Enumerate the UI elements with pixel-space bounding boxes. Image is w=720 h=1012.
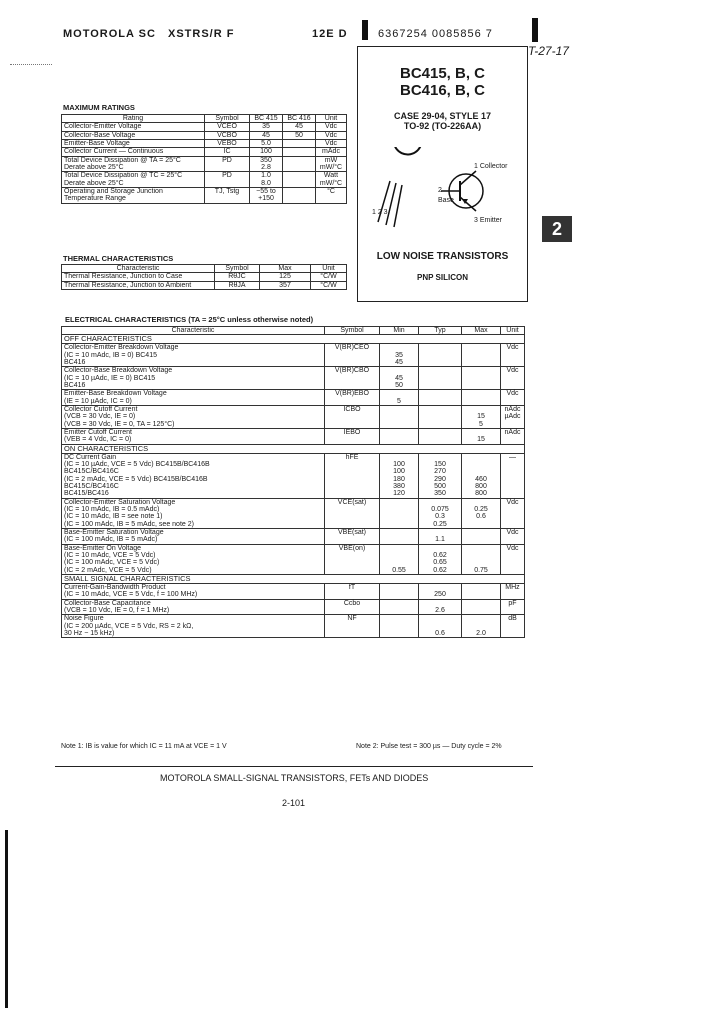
section-header-row [62,335,525,344]
bc415-cell: 350 2.8 [250,156,283,172]
rating-cell: Collector-Base Voltage [62,131,205,139]
symbol-cell: IC [205,148,250,156]
max-cell: 125 [260,273,311,281]
table-row [62,615,525,638]
rating-cell: Collector Current — Continuous [62,148,205,156]
note-1: Note 1: IB is value for which IC = 11 mA at VCE = 1 V [61,743,227,750]
symbol-cell: VCBO [205,131,250,139]
symbol-cell: VBE(on) [325,544,380,574]
section-header-row [62,575,525,584]
bc416-cell [283,172,316,188]
characteristic-cell: Collector-Base Capacitance (VCB = 10 Vdc, IE = 0, f = 1 MHz) [62,599,325,615]
min-cell: 5 [380,390,419,406]
max-cell [462,367,501,390]
symbol-cell: VEBO [205,140,250,148]
date-code: T-27-17 [528,44,569,58]
unit-cell: Vdc [501,498,525,528]
symbol-collector [460,171,476,185]
max-cell: 2.0 [462,615,501,638]
symbol-cell: V(BR)EBO [325,390,380,406]
section-tab: 2 [542,216,572,242]
electrical-table [61,326,525,638]
table-row [62,131,347,139]
table-row [62,453,525,498]
symbol-cell: RθJC [215,273,260,281]
col-characteristic: Characteristic [62,327,325,335]
max-cell [462,390,501,406]
header-company: MOTOROLA SC [63,28,156,40]
symbol-cell: PD [205,156,250,172]
table-row [62,583,525,599]
typ-cell [419,344,462,367]
header-marker-bar [362,20,368,40]
unit-cell: dB [501,615,525,638]
electrical-title: ELECTRICAL CHARACTERISTICS (TA = 25°C unless otherwise noted) [65,315,314,324]
case-label: CASE 29-04, STYLE 17 [393,111,492,121]
characteristic-cell: Collector Cutoff Current (VCB = 30 Vdc, IE = 0) (VCB = 30 Vdc, IE = 0, TA = 125°C) [62,405,325,428]
package-label: TO-92 (TO-226AA) [403,121,482,131]
symbol-cell: PD [205,172,250,188]
unit-cell: mAdc [316,148,347,156]
unit-cell: °C/W [311,281,347,289]
footer-rule [55,766,533,767]
header-doc-number: 6367254 0085856 7 [378,28,493,40]
table-row [62,429,525,445]
characteristic-cell: Noise Figure (IC = 200 µAdc, VCE = 5 Vdc, RS = 2 kΩ, 30 Hz − 15 kHz) [62,615,325,638]
characteristic-cell: Collector-Emitter Saturation Voltage (IC = 10 mAdc, IB = 0.5 mAdc) (IC = 10 mAdc, IB = see note 1) (IC = 100 mAdc, IB = 5 mAdc, see note 2) [62,498,325,528]
scan-specks [10,52,52,65]
col-unit: Unit [316,115,347,123]
typ-cell [419,367,462,390]
table-row [62,498,525,528]
col-rating: Rating [62,115,205,123]
characteristic-cell: Thermal Resistance, Junction to Ambient [62,281,215,289]
min-cell: 35 45 [380,344,419,367]
rating-cell: Total Device Dissipation @ TA = 25°C Derate above 25°C [62,156,205,172]
table-row [62,367,525,390]
table-row [62,140,347,148]
max-cell: 0.25 0.6 [462,498,501,528]
unit-cell: Vdc [316,140,347,148]
characteristic-cell: Emitter-Base Breakdown Voltage (IE = 10 µAdc, IC = 0) [62,390,325,406]
note-2: Note 2: Pulse test = 300 µs — Duty cycle = 2% [356,743,502,750]
characteristic-cell: Base-Emitter On Voltage (IC = 10 mAdc, VCE = 5 Vdc) (IC = 100 mAdc, VCE = 5 Vdc) (IC = 2 mAdc, VCE = 5 Vdc) [62,544,325,574]
rating-cell: Collector-Emitter Voltage [62,123,205,131]
pin1-label: 1 Collector [474,163,508,170]
pin3-label: 3 Emitter [474,217,503,224]
device-type: PNP SILICON [417,273,468,282]
section-header: SMALL SIGNAL CHARACTERISTICS [62,575,525,584]
symbol-cell: Ccbo [325,599,380,615]
min-cell [380,429,419,445]
section-header-row [62,444,525,453]
thermal-table [61,264,347,290]
col-bc415: BC 415 [250,115,283,123]
max-cell [462,583,501,599]
pin-lead-3 [394,185,402,227]
max-cell [462,344,501,367]
unit-cell: Vdc [316,123,347,131]
typ-cell: 0.075 0.3 0.25 [419,498,462,528]
min-cell [380,498,419,528]
characteristic-cell: Current-Gain-Bandwidth Product (IC = 10 mAdc, VCE = 5 Vdc, f = 100 MHz) [62,583,325,599]
symbol-cell: RθJA [215,281,260,289]
col-min: Min [380,327,419,335]
scan-edge [5,830,8,1008]
symbol-cell: IEBO [325,429,380,445]
min-cell: 100 100 180 380 120 [380,453,419,498]
unit-cell: nAdc µAdc [501,405,525,428]
bc416-cell: 45 [283,123,316,131]
col-symbol: Symbol [215,265,260,273]
table-row [62,544,525,574]
unit-cell: Vdc [501,390,525,406]
characteristic-cell: Thermal Resistance, Junction to Case [62,273,215,281]
max-cell: 357 [260,281,311,289]
bc416-cell [283,188,316,204]
package-drawing [368,147,428,232]
col-max: Max [462,327,501,335]
symbol-cell: NF [325,615,380,638]
pin2-base-label: Base [438,197,454,204]
col-bc416: BC 416 [283,115,316,123]
symbol-cell: V(BR)CBO [325,367,380,390]
symbol-cell: VCE(sat) [325,498,380,528]
max-cell: 15 5 [462,405,501,428]
unit-cell: nAdc [501,429,525,445]
table-row [62,172,347,188]
col-typ: Typ [419,327,462,335]
typ-cell: 250 [419,583,462,599]
unit-cell: pF [501,599,525,615]
pin2-label: 2 [438,187,442,194]
min-cell: 45 50 [380,367,419,390]
characteristic-cell: DC Current Gain (IC = 10 µAdc, VCE = 5 Vdc) BC415B/BC416B BC415C/BC416C (IC = 2 mAdc, VCE = 5 Vdc) BC415B/BC416B BC415C/BC416C BC415/BC416 [62,453,325,498]
typ-cell [419,405,462,428]
max-cell [462,599,501,615]
min-cell [380,615,419,638]
bc416-cell [283,156,316,172]
typ-cell [419,390,462,406]
bc415-cell: 1.0 8.0 [250,172,283,188]
footer-text: MOTOROLA SMALL-SIGNAL TRANSISTORS, FETs AND DIODES [160,773,429,783]
rating-cell: Operating and Storage Junction Temperature Range [62,188,205,204]
to92-body [389,147,426,159]
max-ratings-table [61,114,347,204]
bc415-cell: −55 to +150 [250,188,283,204]
thermal-title: THERMAL CHARACTERISTICS [63,254,174,263]
typ-cell: 0.6 [419,615,462,638]
package-pin-numbers: 1 2 3 [372,209,388,216]
col-unit: Unit [501,327,525,335]
unit-cell: Vdc [316,131,347,139]
col-characteristic: Characteristic [62,265,215,273]
unit-cell: Vdc [501,344,525,367]
unit-cell: Vdc [501,367,525,390]
symbol-cell: TJ, Tstg [205,188,250,204]
bc415-cell: 100 [250,148,283,156]
table-row [62,188,347,204]
symbol-cell: hFE [325,453,380,498]
symbol-cell: fT [325,583,380,599]
max-cell: 460 800 800 [462,453,501,498]
header-division: XSTRS/R F [168,28,235,40]
col-max: Max [260,265,311,273]
unit-cell: °C [316,188,347,204]
typ-cell: 2.6 [419,599,462,615]
bc415-cell: 5.0 [250,140,283,148]
unit-cell: Vdc [501,529,525,545]
table-row [62,148,347,156]
unit-cell: Watt mW/°C [316,172,347,188]
characteristic-cell: Collector-Base Breakdown Voltage (IC = 10 µAdc, IE = 0) BC415 BC416 [62,367,325,390]
table-row [62,599,525,615]
unit-cell: MHz [501,583,525,599]
header-marker-bar-right [532,18,538,42]
unit-cell: mW mW/°C [316,156,347,172]
col-symbol: Symbol [205,115,250,123]
typ-cell: 150 270 290 500 350 [419,453,462,498]
col-unit: Unit [311,265,347,273]
min-cell: 0.55 [380,544,419,574]
min-cell [380,529,419,545]
rating-cell: Total Device Dissipation @ TC = 25°C Derate above 25°C [62,172,205,188]
section-header: OFF CHARACTERISTICS [62,335,525,344]
table-row [62,405,525,428]
max-cell [462,529,501,545]
table-row [62,281,347,289]
unit-cell: — [501,453,525,498]
page-number: 2-101 [282,798,306,808]
header-code: 12E D [312,28,348,40]
part-number-2: BC416, B, C [399,82,486,99]
bc416-cell: 50 [283,131,316,139]
bc416-cell [283,148,316,156]
table-row [62,344,525,367]
characteristic-cell: Base-Emitter Saturation Voltage (IC = 100 mAdc, IB = 5 mAdc) [62,529,325,545]
characteristic-cell: Emitter Cutoff Current (VEB = 4 Vdc, IC = 0) [62,429,325,445]
typ-cell: 0.62 0.65 0.62 [419,544,462,574]
symbol-cell: V(BR)CEO [325,344,380,367]
symbol-cell: VBE(sat) [325,529,380,545]
device-description: LOW NOISE TRANSISTORS [376,251,509,262]
min-cell [380,405,419,428]
table-row [62,273,347,281]
col-symbol: Symbol [325,327,380,335]
min-cell [380,599,419,615]
typ-cell: 1.1 [419,529,462,545]
table-row [62,529,525,545]
part-number-1: BC415, B, C [399,65,486,82]
table-row [62,390,525,406]
symbol-cell: ICBO [325,405,380,428]
max-ratings-title: MAXIMUM RATINGS [63,103,135,112]
bc415-cell: 45 [250,131,283,139]
section-header: ON CHARACTERISTICS [62,444,525,453]
table-row [62,123,347,131]
bc416-cell [283,140,316,148]
max-cell: 15 [462,429,501,445]
unit-cell: Vdc [501,544,525,574]
typ-cell [419,429,462,445]
min-cell [380,583,419,599]
max-cell: 0.75 [462,544,501,574]
table-row [62,156,347,172]
symbol-cell: VCEO [205,123,250,131]
unit-cell: °C/W [311,273,347,281]
characteristic-cell: Collector-Emitter Breakdown Voltage (IC = 10 mAdc, IB = 0) BC415 BC416 [62,344,325,367]
rating-cell: Emitter-Base Voltage [62,140,205,148]
part-box [357,46,528,302]
bc415-cell: 35 [250,123,283,131]
